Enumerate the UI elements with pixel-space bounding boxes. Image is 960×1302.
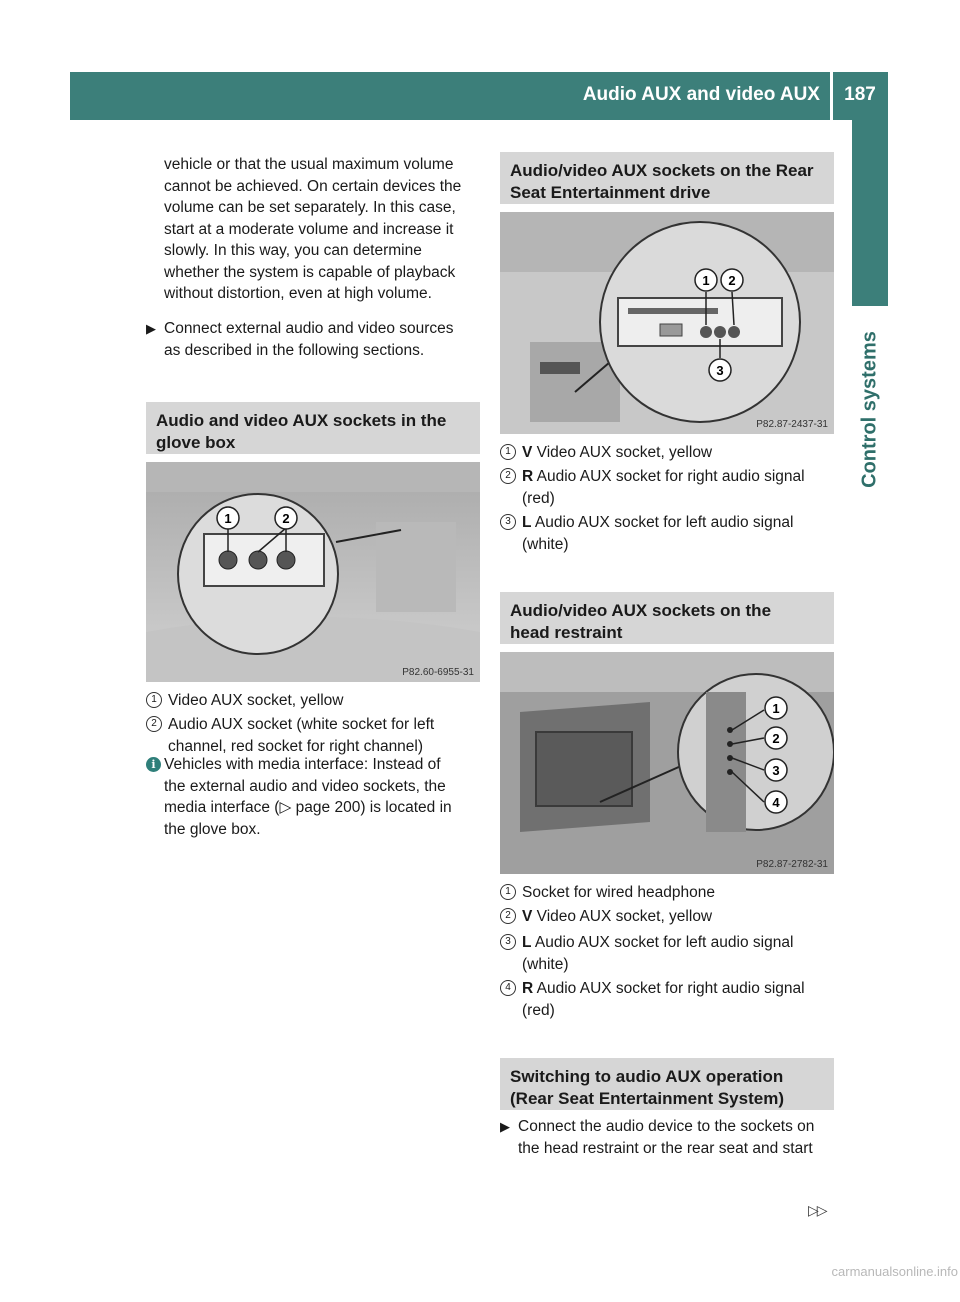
head-restraint-illustration [500,652,834,874]
text-line: the external audio and video sockets, the [164,777,446,795]
item-text [168,714,434,757]
text-line: Connect external audio and video sources [164,320,454,337]
text-line: whether the system is capable of playback [164,263,456,281]
item-text: (red) [522,1001,555,1019]
glove-box-photo [146,462,480,682]
item-text: Video AUX socket, yellow [536,908,713,925]
heading-line: Seat Entertainment drive [510,183,711,202]
instruction-step [146,318,486,361]
head-restraint-photo [500,652,834,874]
section-heading-rse-drive [500,152,834,204]
list-item [146,714,486,758]
text-line: channel, red socket for right channel) [168,737,424,755]
item-text: (white) [522,535,569,553]
heading-line: Audio/video AUX sockets on the [510,601,772,620]
side-tab [852,120,888,306]
heading-line: Audio and video AUX sockets in the [156,411,447,430]
item-key: R [522,468,534,485]
side-tab-label: Control systems [858,331,881,488]
text-line: the head restraint or the rear seat and start [518,1139,813,1157]
item-number-badge: 2 [500,908,516,924]
text-line: slowly. In this way, you can determine [164,242,422,259]
side-tab-label-wrap [852,312,888,512]
continue-icon: ▷▷ [808,1202,826,1218]
section-heading-switching [500,1058,834,1110]
image-code: P82.60-6955-31 [402,667,474,678]
section-heading-glove-box [146,402,480,454]
item-key: V [522,908,533,925]
section-heading-head-restraint [500,592,834,644]
item-key: R [522,980,534,997]
instruction-bullet-icon: ▶ [500,1119,510,1134]
svg-text:2: 2 [728,273,736,288]
svg-text:1: 1 [772,701,780,716]
item-number-badge: 1 [146,692,162,708]
heading-line: head restraint [510,623,623,642]
list-item [500,466,840,510]
item-key: L [522,514,532,531]
heading-line: Audio/video AUX sockets on the Rear [510,161,814,180]
info-note [146,754,486,840]
svg-text:1: 1 [702,273,710,288]
text-line: the glove box. [164,820,261,838]
item-key: V [522,444,533,461]
text-line: start at a moderate volume and increase it [164,220,454,238]
svg-text:3: 3 [772,763,780,778]
svg-text:4: 4 [772,795,780,810]
image-code: P82.87-2437-31 [756,419,828,430]
text-line: cannot be achieved. On certain devices the [164,177,462,195]
rse-drive-illustration [500,212,834,434]
footer-watermark: carmanualsonline.info [831,1264,958,1279]
item-text: Audio AUX socket for left audio signal [534,934,794,951]
heading-line: Switching to audio AUX operation [510,1067,784,1086]
item-text: Audio AUX socket for right audio signal [536,980,805,997]
list-item [500,512,840,556]
instruction-bullet-icon: ▶ [146,321,156,336]
item-number-badge: 4 [500,980,516,996]
item-number-badge: 3 [500,934,516,950]
text-line: Audio AUX socket (white socket for left [168,716,435,733]
item-text: Video AUX socket, yellow [168,692,344,709]
intro-paragraph [164,154,484,305]
svg-text:2: 2 [772,731,780,746]
list-item [500,906,840,928]
item-text: Audio AUX socket for left audio signal [534,514,794,531]
instruction-step [500,1116,840,1159]
list-item [500,978,840,1022]
item-number-badge: 2 [146,716,162,732]
item-number-badge: 1 [500,444,516,460]
item-number-badge: 1 [500,884,516,900]
image-code: P82.87-2782-31 [756,859,828,870]
rse-drive-photo [500,212,834,434]
item-number-badge: 3 [500,514,516,530]
item-text: (white) [522,955,569,973]
list-item [500,442,840,464]
svg-text:2: 2 [282,511,290,526]
text-line: media interface (▷ page 200) is located in [164,799,452,816]
text-line: vehicle or that the usual maximum volume [164,156,454,173]
text-line: volume can be set separately. In this case, [164,199,456,216]
item-number-badge: 2 [500,468,516,484]
item-key: L [522,934,532,951]
item-text: Socket for wired headphone [522,884,716,901]
svg-text:1: 1 [224,511,232,526]
info-icon: i [146,757,161,772]
page-title: Audio AUX and video AUX [582,84,820,105]
text-line: Vehicles with media interface: Instead of [164,756,441,773]
heading-line: glove box [156,433,236,452]
item-text: Video AUX socket, yellow [536,444,713,461]
page-number: 187 [844,84,876,105]
list-item [500,882,840,904]
header-divider [830,72,833,120]
list-item [146,690,486,712]
item-text: (red) [522,489,555,507]
list-item [500,932,840,976]
text-line: as described in the following sections. [164,341,425,359]
heading-line: (Rear Seat Entertainment System) [510,1089,784,1108]
text-line: Connect the audio device to the sockets on [518,1118,815,1135]
glove-box-illustration [146,462,480,682]
item-text: Audio AUX socket for right audio signal [536,468,805,485]
text-line: without distortion, even at high volume. [164,285,432,302]
svg-text:3: 3 [716,363,724,378]
